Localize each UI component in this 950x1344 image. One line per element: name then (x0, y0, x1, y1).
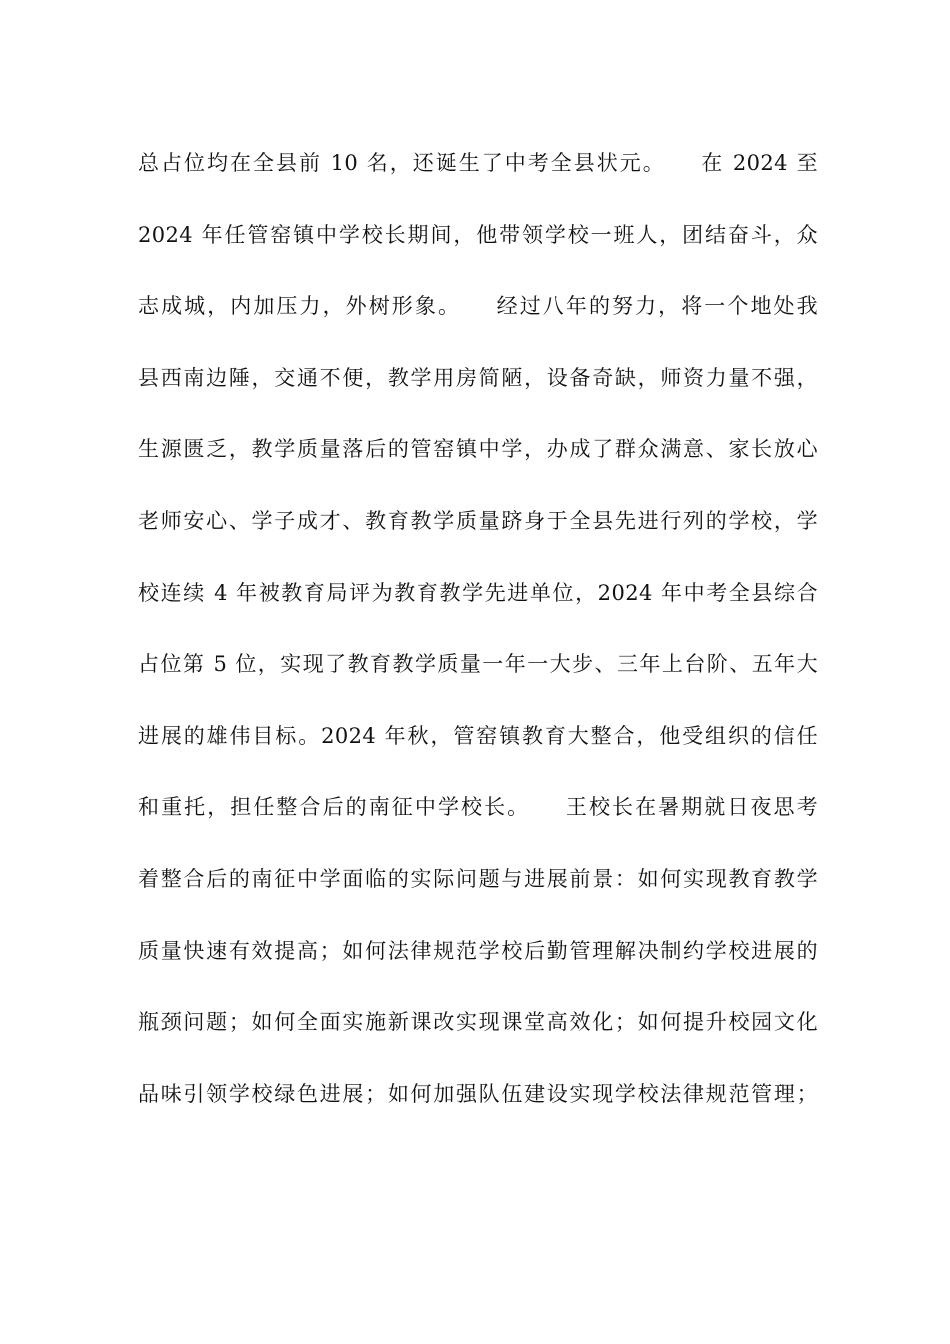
text-line: 老师安心、学子成才、教育教学质量跻身于全县先进行列的学校，学 (138, 508, 818, 533)
text-line: 进展的雄伟目标。2024 年秋，管窑镇教育大整合，他受组织的信任 (138, 723, 818, 748)
text-line: 占位第 5 位，实现了教育教学质量一年一大步、三年上台阶、五年大 (138, 652, 818, 677)
text-line: 志成城，内加压力，外树形象。 经过八年的努力，将一个地处我 (138, 294, 818, 319)
text-line: 总占位均在全县前 10 名，还诞生了中考全县状元。 在 2024 至 (138, 151, 818, 175)
text-line: 和重托，担任整合后的南征中学校长。 王校长在暑期就日夜思考 (138, 795, 818, 820)
text-line: 生源匮乏，教学质量落后的管窑镇中学，办成了群众满意、家长放心 (138, 437, 818, 462)
text-line: 校连续 4 年被教育局评为教育教学先进单位，2024 年中考全县综合 (138, 580, 818, 605)
text-line: 瓶颈问题；如何全面实施新课改实现课堂高效化；如何提升校园文化 (138, 1010, 818, 1035)
body-text (138, 140, 818, 1142)
text-line: 2024 年任管窑镇中学校长期间，他带领学校一班人，团结奋斗，众 (138, 222, 818, 247)
text-line: 着整合后的南征中学面临的实际问题与进展前景：如何实现教育教学 (138, 866, 818, 891)
text-line: 品味引领学校绿色进展；如何加强队伍建设实现学校法律规范管理； (138, 1081, 818, 1106)
text-line: 质量快速有效提高；如何法律规范学校后勤管理解决制约学校进展的 (138, 938, 818, 963)
text-line: 县西南边陲，交通不便，教学用房简陋，设备奇缺，师资力量不强， (138, 365, 818, 390)
